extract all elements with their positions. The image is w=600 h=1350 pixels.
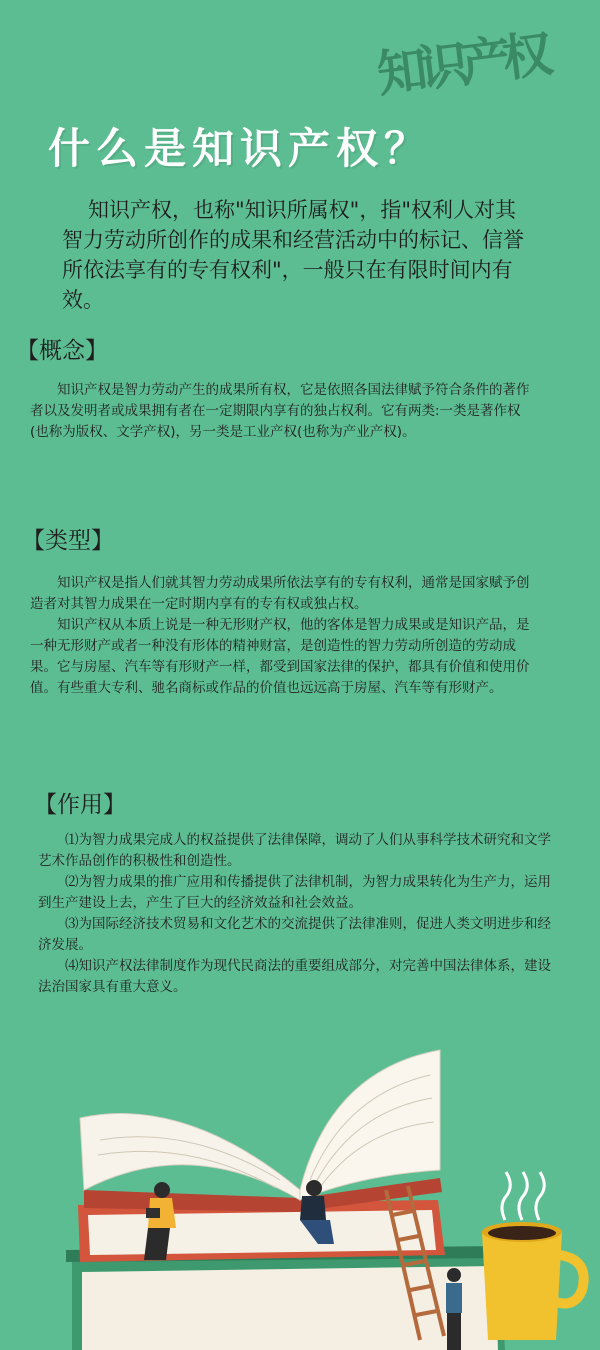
section-body-concept — [30, 380, 530, 443]
intro-paragraph: 知识产权，也称"知识所属权"，指"权利人对其智力劳动所创作的成果和经营活动中的标记、信誉所依法享有的专有权利"，一般只在有限时间内有效。 — [62, 198, 524, 312]
calligraphy-logo: 知识产权 — [373, 24, 548, 104]
paragraph: 知识产权是指人们就其智力劳动成果所依法享有的专有权利，通常是国家赋予创造者对其智力成果在一定时期内享有的专有权或独占权。 — [30, 575, 530, 612]
section-heading-functions: 【作用】 — [34, 792, 126, 818]
open-book-icon — [80, 1050, 442, 1212]
section-body-types — [30, 573, 530, 699]
paragraph: 知识产权从本质上说是一种无形财产权，他的客体是智力成果或是知识产品，是一种无形财产或者一种没有形体的精神财富，是创造性的智力劳动所创造的劳动成果。它与房屋、汽车等有形财产一样，都受到国家法律的保护，都具有价值和使用价值。有些重大专利、驰名商标或作品的价值也远远高于房屋、汽车等有形财产。 — [30, 617, 530, 696]
section-heading-concept: 【概念】 — [16, 338, 108, 364]
paragraph: ⑵为智力成果的推广应用和传播提供了法律机制，为智力成果转化为生产力，运用到生产建设上去，产生了巨大的经济效益和社会效益。 — [38, 874, 551, 911]
books-illustration — [0, 1040, 600, 1350]
closed-book-icon — [66, 1246, 505, 1350]
paragraph: ⑴为智力成果完成人的权益提供了法律保障，调动了人们从事科学技术研究和文学艺术作品创作的积极性和创造性。 — [38, 832, 551, 869]
paragraph: ⑷知识产权法律制度作为现代民商法的重要组成部分，对完善中国法律体系，建设法治国家具有重大意义。 — [38, 958, 551, 995]
page-title: 什么是知识产权？ — [48, 124, 433, 173]
section-body-functions — [38, 830, 560, 998]
coffee-mug-icon — [482, 1172, 584, 1340]
paragraph: 知识产权是智力劳动产生的成果所有权，它是依照各国法律赋予符合条件的著作者以及发明者或成果拥有者在一定期限内享有的独占权利。它有两类:一类是著作权(也称为版权、文学产权)，另一类是工业产权(也称为产业产权)。 — [30, 382, 530, 440]
section-heading-types: 【类型】 — [22, 528, 114, 554]
paragraph: ⑶为国际经济技术贸易和文化艺术的交流提供了法律准则，促进人类文明进步和经济发展。 — [38, 916, 551, 953]
